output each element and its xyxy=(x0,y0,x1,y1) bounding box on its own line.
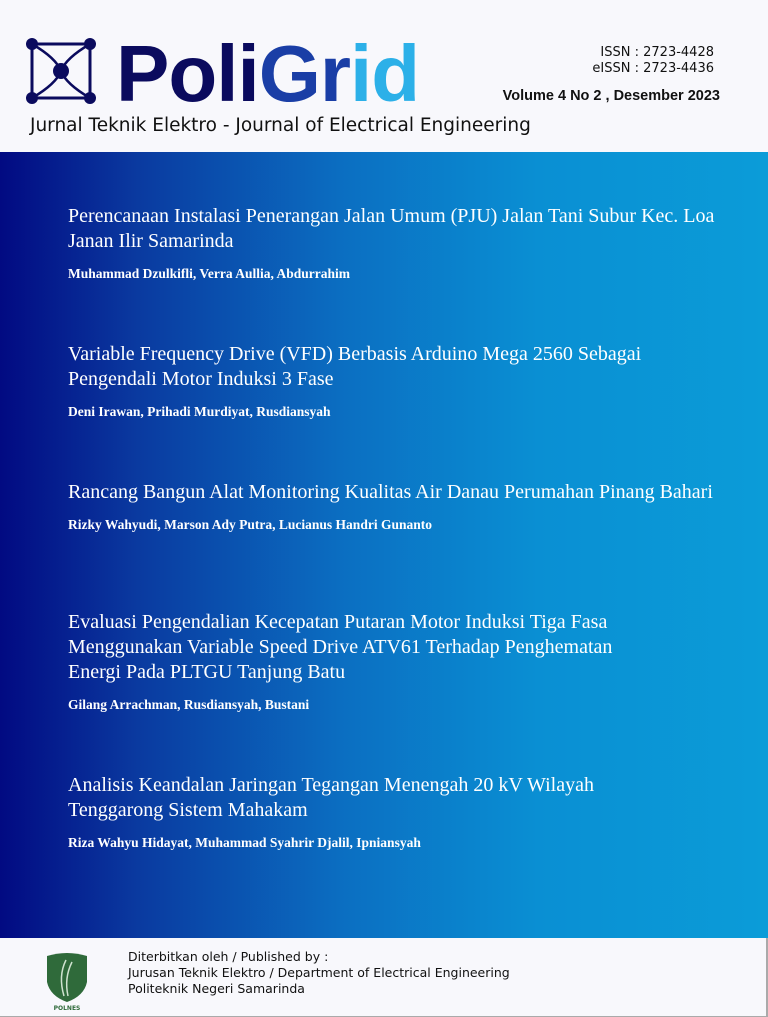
article xyxy=(68,773,658,851)
footer xyxy=(0,938,768,1017)
volume-info: Volume 4 No 2 , Desember 2023 xyxy=(502,88,720,104)
article-authors: Deni Irawan, Prihadi Murdiyat, Rusdiansyah xyxy=(68,404,331,419)
article-authors: Gilang Arrachman, Rusdiansyah, Bustani xyxy=(68,697,310,712)
department: Jurusan Teknik Elektro / Department of Electrical Engineering xyxy=(128,965,510,980)
article xyxy=(68,204,718,282)
institution: Politeknik Negeri Samarinda xyxy=(128,981,305,996)
publisher-info xyxy=(128,949,510,997)
journal-brand xyxy=(116,29,420,118)
article-title: Evaluasi Pengendalian Kecepatan Putaran Motor Induksi Tiga Fasa Menggunakan Variable Speed Drive ATV61 Terhadap Penghematan Energi Pada PLTGU Tanjung Batu xyxy=(68,611,613,683)
polnes-logo-icon xyxy=(44,952,90,1012)
issn: ISSN : 2723-4428 xyxy=(600,45,714,60)
article-title: Variable Frequency Drive (VFD) Berbasis Arduino Mega 2560 Sebagai Pengendali Motor Induksi 3 Fase xyxy=(68,343,642,390)
article xyxy=(68,342,718,420)
article-title: Analisis Keandalan Jaringan Tegangan Menengah 20 kV Wilayah Tenggarong Sistem Mahakam xyxy=(68,774,594,821)
svg-text:POLNES: POLNES xyxy=(53,1005,81,1012)
brand-poli: Poli xyxy=(116,29,259,118)
issn-block xyxy=(592,45,714,77)
brand-id: id xyxy=(350,29,420,118)
articles-band xyxy=(0,152,768,938)
brand-gr: Gr xyxy=(258,29,351,118)
article-authors: Rizky Wahyudi, Marson Ady Putra, Lucianus Handri Gunanto xyxy=(68,517,432,532)
article xyxy=(68,480,718,533)
article-authors: Riza Wahyu Hidayat, Muhammad Syahrir Djalil, Ipniansyah xyxy=(68,835,421,850)
journal-subtitle: Jurnal Teknik Elektro - Journal of Electrical Engineering xyxy=(30,115,531,136)
published-by: Diterbitkan oleh / Published by : xyxy=(128,949,329,964)
article-title: Rancang Bangun Alat Monitoring Kualitas Air Danau Perumahan Pinang Bahari xyxy=(68,481,713,503)
article xyxy=(68,610,668,713)
article-authors: Muhammad Dzulkifli, Verra Aullia, Abdurrahim xyxy=(68,266,351,281)
eissn: eISSN : 2723-4436 xyxy=(592,61,714,76)
header xyxy=(0,0,768,152)
article-title: Perencanaan Instalasi Penerangan Jalan Umum (PJU) Jalan Tani Subur Kec. Loa Janan Ilir Samarinda xyxy=(68,205,715,252)
poligrid-logo-icon xyxy=(26,38,96,104)
